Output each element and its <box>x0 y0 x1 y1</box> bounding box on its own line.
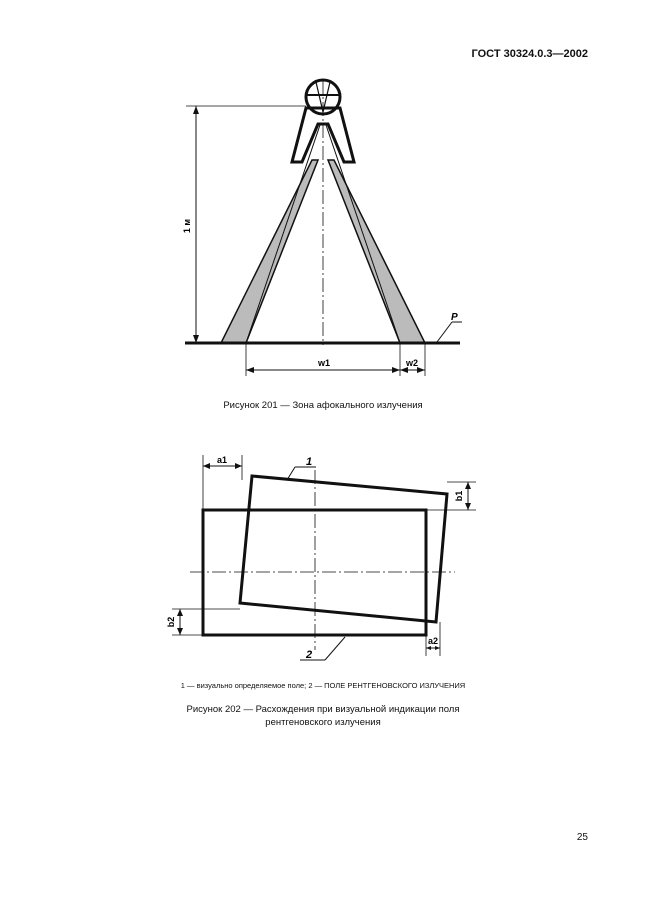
standard-header: ГОСТ 30324.0.3—2002 <box>471 48 588 60</box>
figure-202-legend: 1 — визуально определяемое поле; 2 — ПОЛЕ РЕНТГЕНОВСКОГО ИЗЛУЧЕНИЯ <box>180 681 466 690</box>
height-label: 1 м <box>182 218 192 234</box>
b2-label: b2 <box>166 616 176 628</box>
plane-callout: P <box>451 312 458 323</box>
callout-1: 1 <box>306 456 313 468</box>
figure-201-caption: Рисунок 201 — Зона афокального излучения <box>223 400 423 411</box>
w2-label: w2 <box>405 358 419 368</box>
figure-202-caption-line1: Рисунок 202 — Расхождения при визуальной индикации поля <box>186 704 460 715</box>
left-beam <box>221 160 318 343</box>
right-beam <box>328 160 425 343</box>
w1-label: w1 <box>317 358 331 368</box>
figure-202-caption-line2: рентгеновского излучения <box>265 717 381 728</box>
callout-2: 2 <box>306 649 313 661</box>
page-number: 25 <box>576 832 588 843</box>
a2-label: a2 <box>427 636 439 646</box>
a1-label: a1 <box>216 455 228 465</box>
b1-label: b1 <box>454 490 464 502</box>
